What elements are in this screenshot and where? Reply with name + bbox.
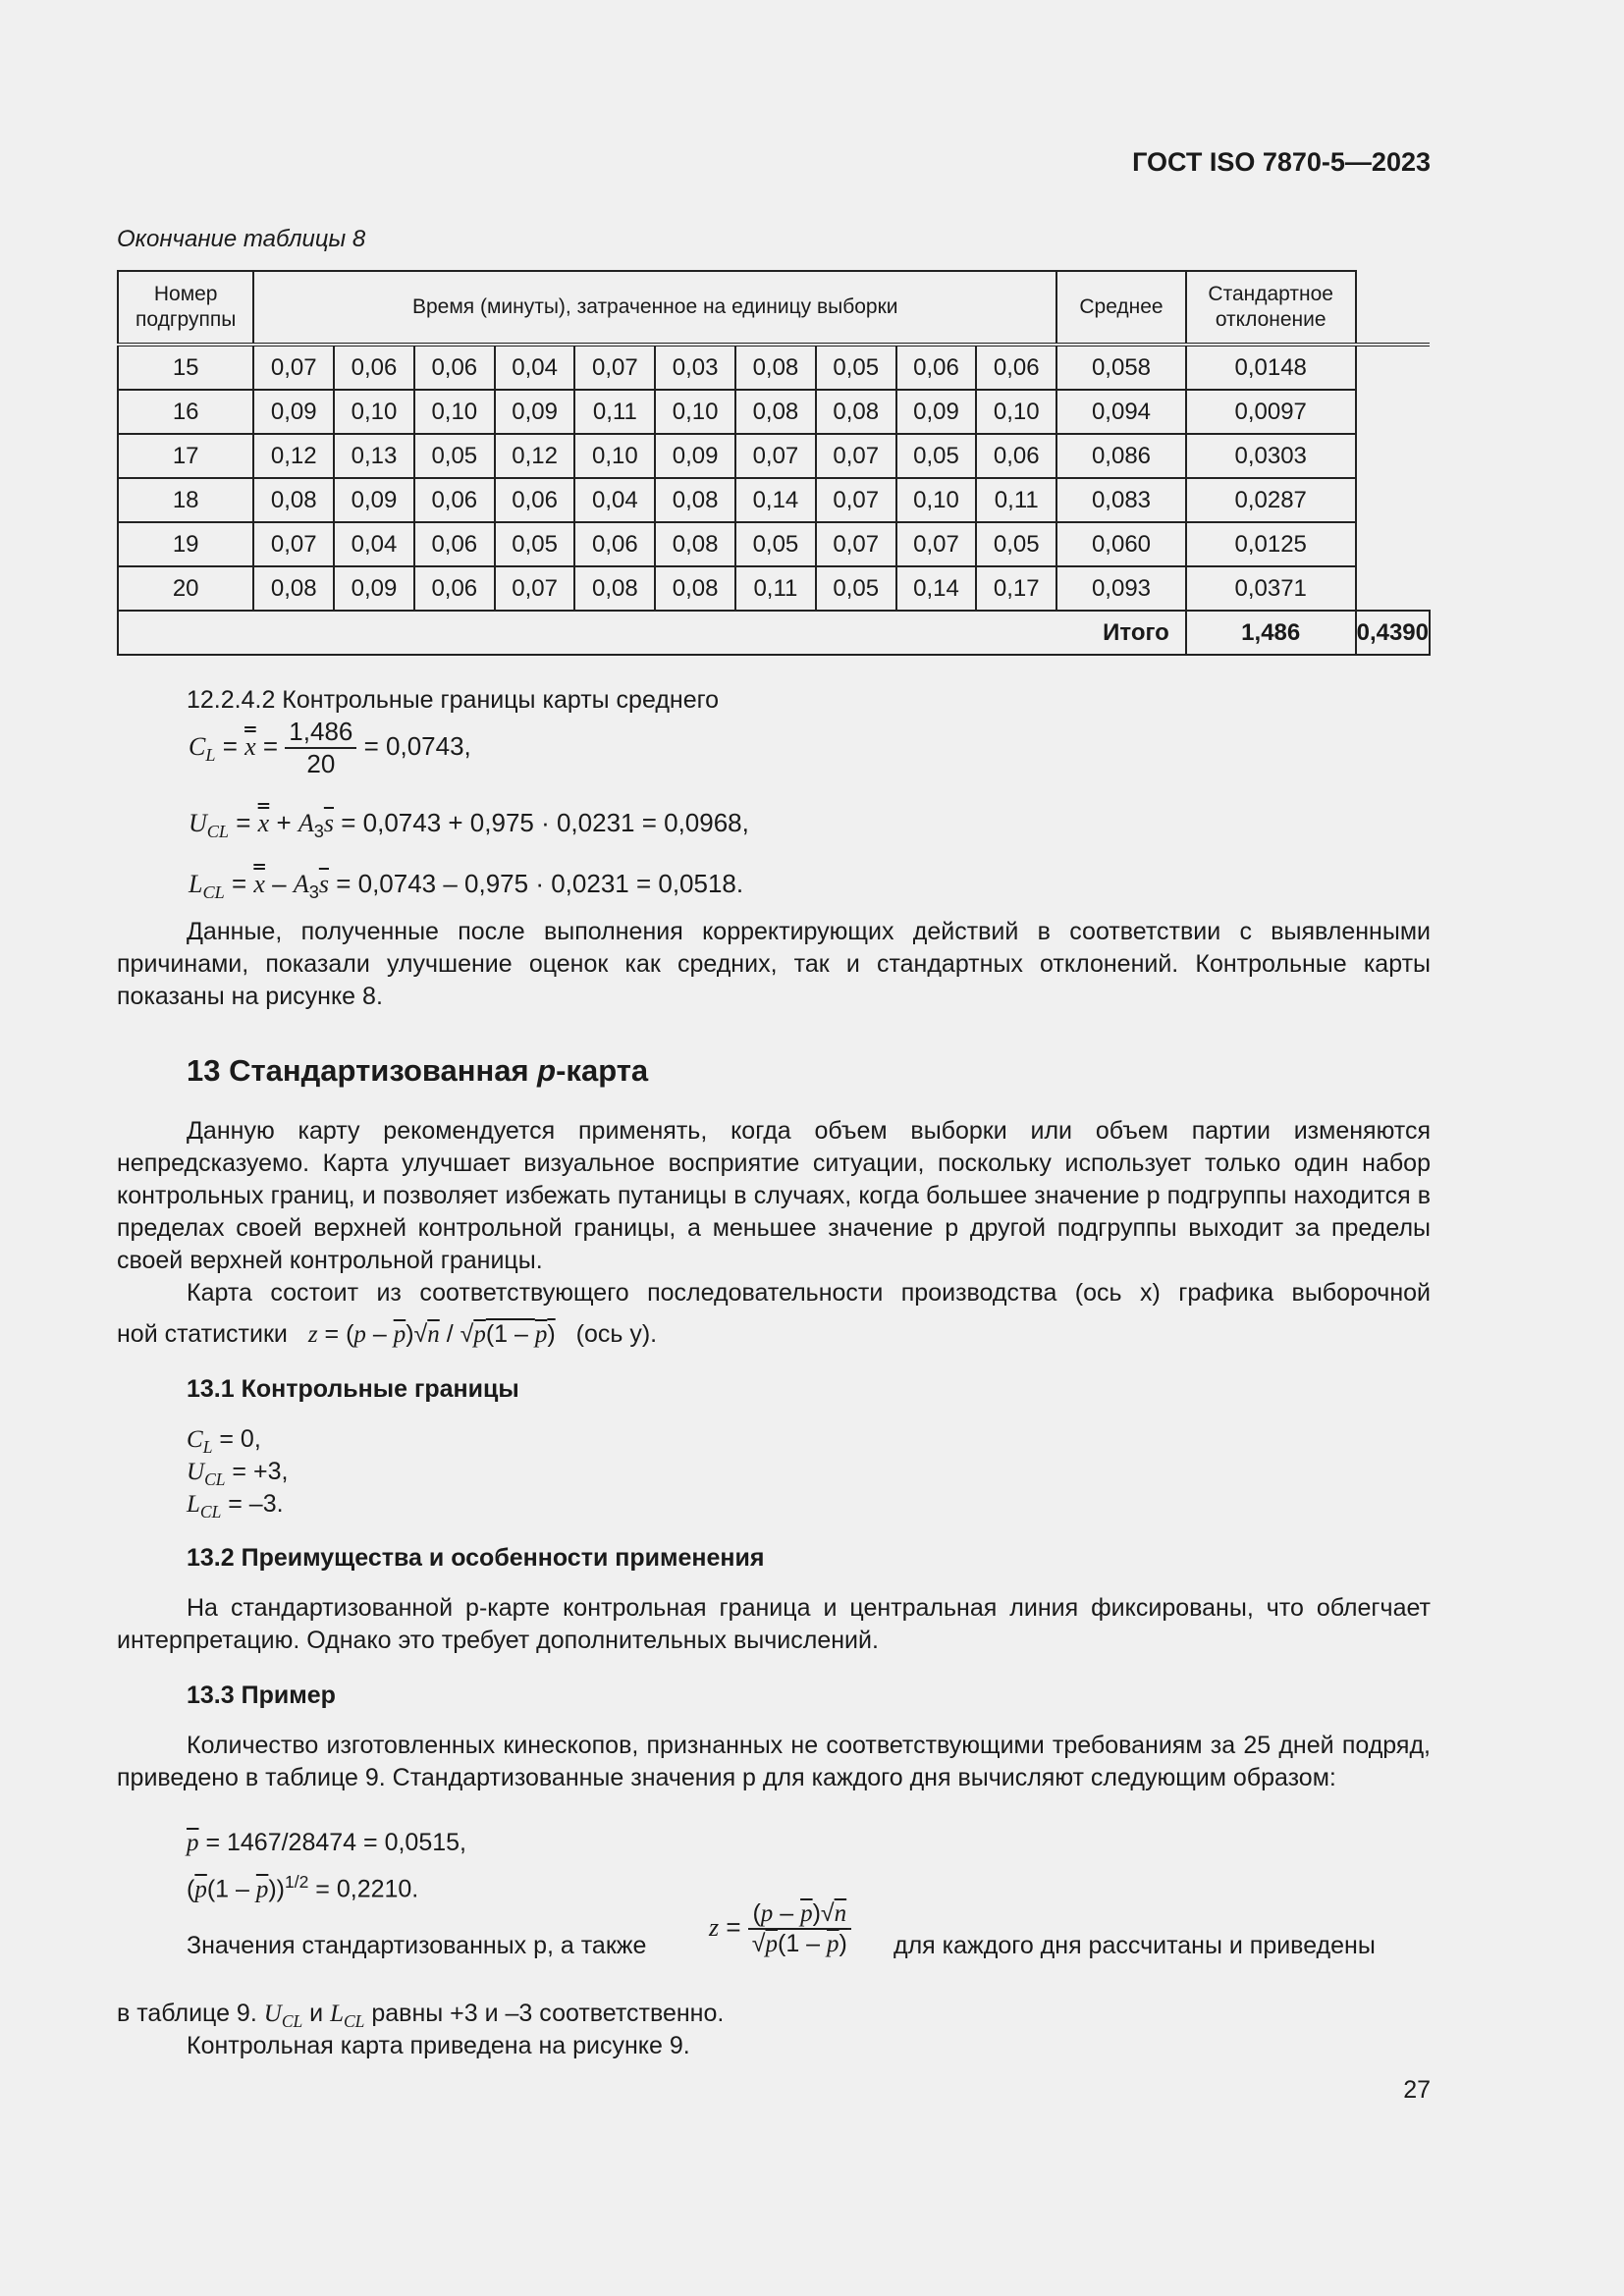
time-cell: 0,07 bbox=[253, 345, 334, 390]
time-cell: 0,11 bbox=[735, 566, 816, 611]
std-cell: 0,0303 bbox=[1186, 434, 1356, 478]
time-cell: 0,10 bbox=[896, 478, 977, 522]
time-cell: 0,10 bbox=[334, 390, 414, 434]
time-cell: 0,10 bbox=[414, 390, 495, 434]
time-cell: 0,08 bbox=[735, 390, 816, 434]
mean-cell: 0,060 bbox=[1056, 522, 1186, 566]
time-cell: 0,10 bbox=[655, 390, 735, 434]
f1-result: = 0,0743, bbox=[363, 730, 471, 761]
time-cell: 0,10 bbox=[574, 434, 655, 478]
total-std: 0,4390 bbox=[1356, 611, 1430, 655]
time-cell: 0,08 bbox=[655, 522, 735, 566]
table-row bbox=[118, 434, 1430, 478]
time-cell: 0,07 bbox=[253, 522, 334, 566]
table-row bbox=[118, 522, 1430, 566]
std-cell: 0,0371 bbox=[1186, 566, 1356, 611]
time-cell: 0,08 bbox=[735, 345, 816, 390]
time-cell: 0,08 bbox=[816, 390, 896, 434]
section-13-3-text: Количество изготовленных кинескопов, признанных не соответствующими требованиям за 25 дней подряд, приведено в таблице 9. Стандартизованные значения p для каждого дня вычисляют следующим образом: bbox=[117, 1732, 1431, 1791]
header-mean: Среднее bbox=[1056, 271, 1186, 345]
time-cell: 0,13 bbox=[334, 434, 414, 478]
time-cell: 0,11 bbox=[574, 390, 655, 434]
time-cell: 0,06 bbox=[976, 345, 1056, 390]
time-cell: 0,04 bbox=[574, 478, 655, 522]
time-cell: 0,07 bbox=[816, 478, 896, 522]
time-cell: 0,05 bbox=[816, 345, 896, 390]
sqrt-formula: $(\overline{p}(1 - \overline{p}))^{1/2} = 0,2210$. bbox=[187, 1872, 419, 1903]
section-13-2-text: На стандартизованной p-карте контрольная граница и центральная линия фиксированы, что облегчает интерпретацию. Однако это требует дополнительных вычислений. bbox=[117, 1594, 1431, 1654]
time-cell: 0,06 bbox=[334, 345, 414, 390]
time-cell: 0,14 bbox=[735, 478, 816, 522]
time-cell: 0,12 bbox=[253, 434, 334, 478]
std-cell: 0,0097 bbox=[1186, 390, 1356, 434]
total-mean: 1,486 bbox=[1186, 611, 1356, 655]
limit-lcl: $L_{CL} = -3$. bbox=[187, 1490, 284, 1522]
table-caption: Окончание таблицы 8 bbox=[117, 226, 366, 252]
z-formula: z = $\frac{(p - \overline{p})√n}{√p(1 - p)}$ bbox=[709, 1899, 851, 1958]
section-13-2-title: 13.2 Преимущества и особенности применения bbox=[187, 1544, 765, 1572]
z-text-b: для каждого дня рассчитаны и приведены bbox=[893, 1932, 1376, 1959]
time-cell: 0,05 bbox=[735, 522, 816, 566]
std-cell: 0,0287 bbox=[1186, 478, 1356, 522]
table-row bbox=[118, 390, 1430, 434]
time-cell: 0,06 bbox=[414, 566, 495, 611]
section-13-paragraph-2a: Карта состоит из соответствующего последовательности производства (ось x) графика выборочной bbox=[187, 1279, 1431, 1307]
time-cell: 0,06 bbox=[574, 522, 655, 566]
table-row bbox=[118, 566, 1430, 611]
standard-header: ГОСТ ISO 7870-5—2023 bbox=[1132, 147, 1431, 177]
std-cell: 0,0148 bbox=[1186, 345, 1356, 390]
last-line: Контрольная карта приведена на рисунке 9. bbox=[187, 2032, 690, 2059]
time-cell: 0,07 bbox=[735, 434, 816, 478]
formula-cl: $C_L = x$ = $\frac{1,486}{20}$ = 0,0743, bbox=[189, 717, 471, 778]
time-cell: 0,08 bbox=[253, 478, 334, 522]
paragraph-corrective: Данные, полученные после выполнения корректирующих действий в соответствии с выявленными причинами, показали улучшение оценок как средних, так и стандартных отклонений. Контрольные карты показаны на рисунке 8. bbox=[117, 918, 1431, 1010]
table-row bbox=[118, 478, 1430, 522]
table-8 bbox=[117, 270, 1431, 656]
f1-numerator: 1,486 bbox=[285, 717, 356, 749]
limit-ucl: $U_{CL} = +3$, bbox=[187, 1458, 289, 1489]
f3-rhs: = 0,0743 – 0,975 · 0,0231 = 0,0518. bbox=[336, 869, 744, 898]
time-cell: 0,06 bbox=[414, 478, 495, 522]
time-cell: 0,09 bbox=[253, 390, 334, 434]
time-cell: 0,17 bbox=[976, 566, 1056, 611]
header-subgroup: Номер подгруппы bbox=[118, 271, 253, 345]
limit-cl: $C_L = 0$, bbox=[187, 1425, 261, 1457]
time-cell: 0,11 bbox=[976, 478, 1056, 522]
time-cell: 0,07 bbox=[896, 522, 977, 566]
pbar-formula: $\overline{p} = 1467/28474 = 0,0515$, bbox=[187, 1829, 466, 1856]
time-cell: 0,05 bbox=[414, 434, 495, 478]
mean-cell: 0,086 bbox=[1056, 434, 1186, 478]
time-cell: 0,06 bbox=[495, 478, 575, 522]
formula-lcl: $L_{CL} = x - A_3\overline{s} = 0,0743 - 0,975 \cdot 0,0231 = 0,0518$. bbox=[189, 869, 744, 903]
z-text-c: в таблице 9. $U_{CL}$ и $L_{CL}$ равны +3 и –3 соответственно. bbox=[117, 2000, 725, 2031]
time-cell: 0,09 bbox=[495, 390, 575, 434]
time-cell: 0,09 bbox=[334, 478, 414, 522]
subgroup-number: 19 bbox=[118, 522, 253, 566]
f1-denominator: 20 bbox=[306, 749, 336, 778]
time-cell: 0,04 bbox=[495, 345, 575, 390]
time-cell: 0,08 bbox=[253, 566, 334, 611]
header-time: Время (минуты), затраченное на единицу выборки bbox=[253, 271, 1056, 345]
time-cell: 0,09 bbox=[896, 390, 977, 434]
header-std: Стандартное отклонение bbox=[1186, 271, 1356, 345]
time-cell: 0,07 bbox=[495, 566, 575, 611]
time-cell: 0,05 bbox=[976, 522, 1056, 566]
section-13-3-title: 13.3 Пример bbox=[187, 1682, 336, 1709]
f2-rhs: = 0,0743 + 0,975 · 0,0231 = 0,0968, bbox=[341, 808, 749, 837]
section-13-paragraph-1: Данную карту рекомендуется применять, когда объем выборки или объем партии изменяются непредсказуемо. Карта улучшает визуальное восприятие ситуации, поскольку использует только один набор контрольных границ, и позволяет избежать путаницы в случаях, когда большее значение p подгруппы находится в пределах своей верхней контрольной границы, а меньшее значение p другой подгруппы выходит за пределы своей верхней контрольной границы. bbox=[117, 1117, 1431, 1274]
time-cell: 0,10 bbox=[976, 390, 1056, 434]
time-cell: 0,07 bbox=[816, 434, 896, 478]
time-cell: 0,06 bbox=[414, 522, 495, 566]
mean-cell: 0,083 bbox=[1056, 478, 1186, 522]
mean-cell: 0,094 bbox=[1056, 390, 1186, 434]
mean-cell: 0,093 bbox=[1056, 566, 1186, 611]
time-cell: 0,12 bbox=[495, 434, 575, 478]
z-text-a: Значения стандартизованных p, а также bbox=[187, 1932, 647, 1959]
time-cell: 0,08 bbox=[574, 566, 655, 611]
section-title-12-2-4-2: 12.2.4.2 Контрольные границы карты среднего bbox=[187, 686, 720, 714]
time-cell: 0,08 bbox=[655, 478, 735, 522]
subgroup-number: 20 bbox=[118, 566, 253, 611]
section-13-1-title: 13.1 Контрольные границы bbox=[187, 1375, 519, 1403]
time-cell: 0,06 bbox=[414, 345, 495, 390]
section-13-title: 13 Стандартизованная p-карта bbox=[187, 1053, 649, 1088]
time-cell: 0,07 bbox=[574, 345, 655, 390]
page-number: 27 bbox=[1403, 2076, 1431, 2104]
section-13-paragraph-2b: ной статистики $z = (p - \overline{p})√n / √p(1 - p)$ (ось y). bbox=[117, 1320, 658, 1348]
time-cell: 0,06 bbox=[976, 434, 1056, 478]
time-cell: 0,05 bbox=[495, 522, 575, 566]
subgroup-number: 18 bbox=[118, 478, 253, 522]
time-cell: 0,06 bbox=[896, 345, 977, 390]
subgroup-number: 16 bbox=[118, 390, 253, 434]
std-cell: 0,0125 bbox=[1186, 522, 1356, 566]
table-body bbox=[118, 345, 1430, 611]
time-cell: 0,03 bbox=[655, 345, 735, 390]
formula-ucl: $U_{CL} = x + A_3\overline{s} = 0,0743 + 0,975 \cdot 0,0231 = 0,0968$, bbox=[189, 808, 749, 842]
total-label: Итого bbox=[118, 611, 1186, 655]
time-cell: 0,05 bbox=[816, 566, 896, 611]
subgroup-number: 17 bbox=[118, 434, 253, 478]
time-cell: 0,05 bbox=[896, 434, 977, 478]
table-row bbox=[118, 345, 1430, 390]
time-cell: 0,07 bbox=[816, 522, 896, 566]
time-cell: 0,09 bbox=[655, 434, 735, 478]
mean-cell: 0,058 bbox=[1056, 345, 1186, 390]
time-cell: 0,14 bbox=[896, 566, 977, 611]
subgroup-number: 15 bbox=[118, 345, 253, 390]
time-cell: 0,04 bbox=[334, 522, 414, 566]
time-cell: 0,08 bbox=[655, 566, 735, 611]
time-cell: 0,09 bbox=[334, 566, 414, 611]
